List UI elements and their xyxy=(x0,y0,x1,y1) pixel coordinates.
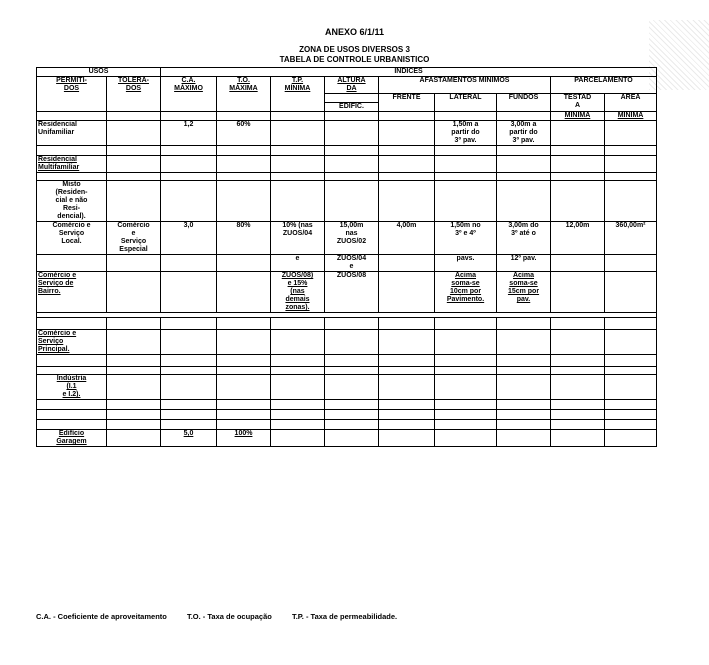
ca-header: C.A. MÁXIMO xyxy=(161,77,217,112)
cell-testada: 12,00m xyxy=(551,222,605,255)
tp-header: T.P. MÍNIMA xyxy=(271,77,325,112)
fundos-header: FUNDOS xyxy=(497,94,551,112)
permitidos-header: PERMITI- DOS xyxy=(37,77,107,112)
cell-altura-3: ZUOS/08 xyxy=(325,272,379,313)
cell-altura-1: 15,00m nas ZUOS/02 xyxy=(325,222,379,255)
cell-frente: 4,00m xyxy=(379,222,435,255)
table-row xyxy=(37,355,657,367)
frente-header: FRENTE xyxy=(379,94,435,112)
cell-fundos: 3,00m a partir do 3º pav. xyxy=(497,121,551,146)
row-label-edificio-garagem: Edifício Garagem xyxy=(37,430,107,447)
cell-altura-2: ZUOS/04 e xyxy=(325,255,379,272)
footnote-ca: C.A. - Coeficiente de aproveitamento xyxy=(36,612,167,621)
header-row-2 xyxy=(37,77,657,94)
parcelamento-header: PARCELAMENTO xyxy=(551,77,657,94)
row-label-residencial-unifamiliar: Residencial Unifamiliar xyxy=(37,121,107,146)
table-row xyxy=(37,222,657,255)
header-row-5 xyxy=(37,112,657,121)
testada-header-2: MÍNIMA xyxy=(551,112,605,121)
cell-lateral-1: 1,50m no 3º e 4º xyxy=(435,222,497,255)
table-row xyxy=(37,410,657,420)
table-row xyxy=(37,255,657,272)
footnote-to: T.O. - Taxa de ocupação xyxy=(186,612,272,621)
table-row xyxy=(37,367,657,375)
testada-header: TESTAD A xyxy=(551,94,605,112)
cell-fundos-3: Acima soma-se 15cm por pav. xyxy=(497,272,551,313)
cell-lateral: 1,50m a partir do 3º pav. xyxy=(435,121,497,146)
row-label-comercio-principal: Comércio e Serviço Principal. xyxy=(37,330,107,355)
cell-ca: 1,2 xyxy=(161,121,217,146)
zone-name: ZONA DE USOS DIVERSOS 3 xyxy=(299,45,410,54)
cell-fundos-1: 3,00m do 3º até o xyxy=(497,222,551,255)
table-name: TABELA DE CONTROLE URBANISTICO xyxy=(279,55,430,64)
cell-to: 100% xyxy=(217,430,271,447)
table-row xyxy=(37,272,657,313)
cell-to: 80% xyxy=(217,222,271,255)
table-row xyxy=(37,121,657,146)
cell-tp-2: e xyxy=(271,255,325,272)
indices-header: ÍNDICES xyxy=(161,68,657,77)
table-row xyxy=(37,156,657,173)
tolerados-header: TOLERA- DOS xyxy=(107,77,161,112)
afastamentos-header: AFASTAMENTOS MÍNIMOS xyxy=(379,77,551,94)
lateral-header: LATERAL xyxy=(435,94,497,112)
table-row xyxy=(37,420,657,430)
area-header: ÁREA xyxy=(605,94,657,112)
table-row xyxy=(37,173,657,181)
row-label-comercio-bairro: Comércio e Serviço de Bairro. xyxy=(37,272,107,313)
altura-spacer xyxy=(325,94,379,103)
cell-ca: 3,0 xyxy=(161,222,217,255)
row-label-industria: Indústria (I.1 e I.2). xyxy=(37,375,107,400)
cell-area: 360,00m² xyxy=(605,222,657,255)
table-row xyxy=(37,181,657,222)
row-label-misto: Misto (Residen- cial e não Resi- dencial). xyxy=(37,181,107,222)
cell-ca: 5,0 xyxy=(161,430,217,447)
table-row xyxy=(37,375,657,400)
table-row xyxy=(37,430,657,447)
to-header: T.O. MÁXIMA xyxy=(217,77,271,112)
cell-tp-1: 10% (nas ZUOS/04 xyxy=(271,222,325,255)
area-header-2: MÍNIMA xyxy=(605,112,657,121)
table-row xyxy=(37,146,657,156)
header-row-1 xyxy=(37,68,657,77)
footnote-tp: T.P. - Taxa de permeabilidade. xyxy=(291,612,398,621)
altura-header: ALTURA DA xyxy=(325,77,379,94)
table-row xyxy=(37,400,657,410)
urban-control-table xyxy=(36,67,657,447)
table-row xyxy=(37,318,657,330)
cell-tp-3: ZUOS/08) e 15% (nas demais zonas). xyxy=(271,272,325,313)
footnote xyxy=(36,612,415,621)
document-title: ANEXO 6/1/11 xyxy=(324,27,385,37)
cell-lateral-3: Acima soma-se 10cm por Pavimento. xyxy=(435,272,497,313)
usos-header: USOS xyxy=(37,68,161,77)
row-label-comercio-especial: Comércio e Serviço Especial xyxy=(107,222,161,255)
cell-to: 60% xyxy=(217,121,271,146)
row-label-residencial-multifamiliar: Residencial Multifamiliar xyxy=(37,156,107,173)
row-label-comercio-local: Comércio e Serviço Local. xyxy=(37,222,107,255)
cell-fundos-2: 12º pav. xyxy=(497,255,551,272)
altura-header-2: EDIFIC. xyxy=(325,103,379,112)
table-row xyxy=(37,330,657,355)
cell-lateral-2: pavs. xyxy=(435,255,497,272)
